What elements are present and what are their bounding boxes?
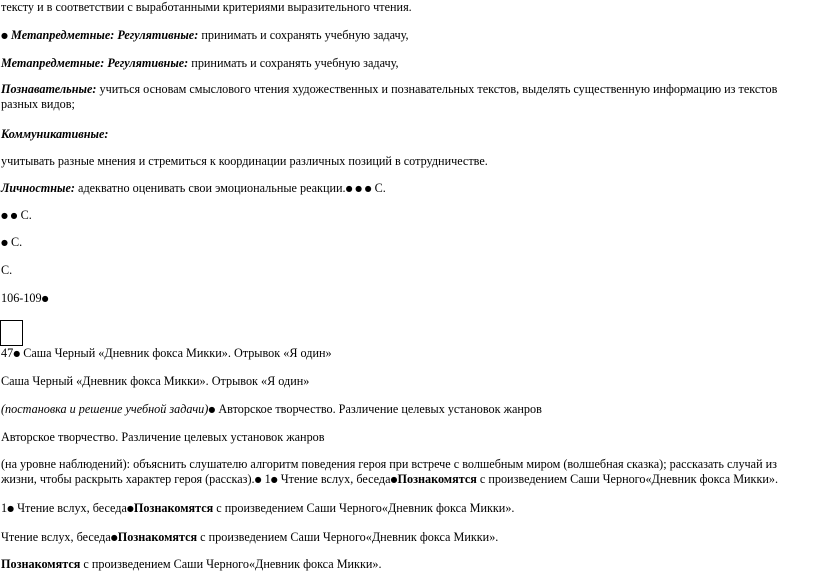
communicative-label: Коммуникативные: — [1, 127, 109, 141]
text-line-observation — [1, 457, 806, 487]
text-line-reading-1 — [1, 501, 514, 516]
acquaint-text: с произведением Саши Черного«Дневник фокса Микки». — [476, 472, 779, 486]
text-line-lesson-47 — [1, 346, 332, 361]
acquaint-label: Познакомятся — [397, 472, 477, 486]
text-line-task — [1, 402, 542, 417]
bullet-icon: ● — [1, 31, 8, 40]
lesson-title: Саша Черный «Дневник фокса Микки». Отрывок «Я один» — [1, 374, 310, 388]
text-line-pages — [1, 291, 49, 306]
acquaint-label: Познакомятся — [117, 530, 198, 544]
criteria-text: тексту и в соответствии с выработанными критериями выразительного чтения. — [1, 0, 412, 14]
genre-text: Авторское творчество. Различение целевых установок жанров — [1, 430, 325, 444]
text-line-bullets-1 — [1, 235, 22, 250]
text-line-personal — [1, 181, 386, 196]
cognitive-label: Познавательные: — [1, 82, 97, 96]
bullet-icon: ● — [41, 294, 49, 303]
text-line-criteria — [1, 0, 412, 15]
bullet-icon: ● — [208, 405, 216, 414]
text-line-lesson-title — [1, 374, 309, 389]
bullet-icon: ● — [110, 533, 118, 542]
metasubject-text: принимать и сохранять учебную задачу, — [188, 56, 399, 70]
metasubject-label: Метапредметные: Регулятивные: — [11, 28, 199, 42]
text-line-cognitive — [1, 82, 806, 112]
task-label: (постановка и решение учебной задачи) — [1, 402, 209, 416]
pages-range: 106-109 — [1, 291, 42, 305]
lesson-title: Саша Черный «Дневник фокса Микки». Отрывок «Я один» — [20, 346, 332, 360]
acquaint-label: Познакомятся — [133, 501, 214, 515]
activity-text: Чтение вслух, беседа — [1, 530, 111, 544]
bullet-icon: ● — [13, 349, 21, 358]
lesson-number: 47 — [1, 346, 14, 360]
bullet-icon: ● — [390, 475, 398, 484]
acquaint-text: с произведением Саши Черного«Дневник фокса Микки». — [197, 530, 499, 544]
text-line-reading-2 — [1, 530, 498, 545]
bullet-icon: ● ● ● — [345, 184, 372, 193]
page-ref: С. — [1, 263, 13, 277]
page-ref: С. — [7, 235, 23, 249]
metasubject-label: Метапредметные: Регулятивные: — [1, 56, 189, 70]
text-line-page-ref — [1, 263, 12, 278]
cooperation-text: учитывать разные мнения и стремиться к координации различных позиций в сотрудничестве. — [1, 154, 488, 168]
acquaint-text: с произведением Саши Черного«Дневник фокса Микки». — [80, 557, 382, 571]
observation-text: (на уровне наблюдений): объяснить слушателю алгоритм поведения героя при встрече с волшебным миром (волшебная сказка); рассказать случай из жизни, чтобы раскрыть характер героя (рассказ). — [1, 457, 777, 486]
bullet-icon: ● — [254, 475, 262, 484]
text-line-bullets-2 — [1, 208, 32, 223]
acquaint-text: с произведением Саши Черного«Дневник фокса Микки». — [213, 501, 515, 515]
bullet-icon: ● — [7, 504, 15, 513]
acquaint-label: Познакомятся — [1, 557, 81, 571]
page-ref: С. — [17, 208, 32, 222]
bullet-icon: ● — [1, 238, 8, 247]
activity-text: Чтение вслух, беседа — [14, 501, 127, 515]
bullet-icon: ● ● — [1, 211, 18, 220]
bullet-icon: ● — [270, 475, 278, 484]
cognitive-text: учиться основам смыслового чтения художественных и познавательных текстов, выделять существенную информацию из текстов разных видов; — [1, 82, 778, 111]
text-line-metasubject-1 — [1, 28, 409, 43]
activity-text: Чтение вслух, беседа — [277, 472, 391, 486]
text-line-acquaint — [1, 557, 382, 572]
text-line-communicative — [1, 127, 108, 142]
personal-label: Личностные: — [1, 181, 75, 195]
text-line-metasubject-2 — [1, 56, 399, 71]
page-ref: С. — [371, 181, 386, 195]
hours-count: 1 — [1, 501, 8, 515]
personal-text: адекватно оценивать свои эмоциональные реакции. — [74, 181, 346, 195]
text-line-cooperation — [1, 154, 488, 169]
empty-cell-box — [0, 320, 23, 346]
metasubject-text: принимать и сохранять учебную задачу, — [198, 28, 409, 42]
bullet-icon: ● — [126, 504, 134, 513]
text-line-genre — [1, 430, 325, 445]
hours-count: 1 — [261, 472, 271, 486]
genre-text: Авторское творчество. Различение целевых установок жанров — [215, 402, 542, 416]
